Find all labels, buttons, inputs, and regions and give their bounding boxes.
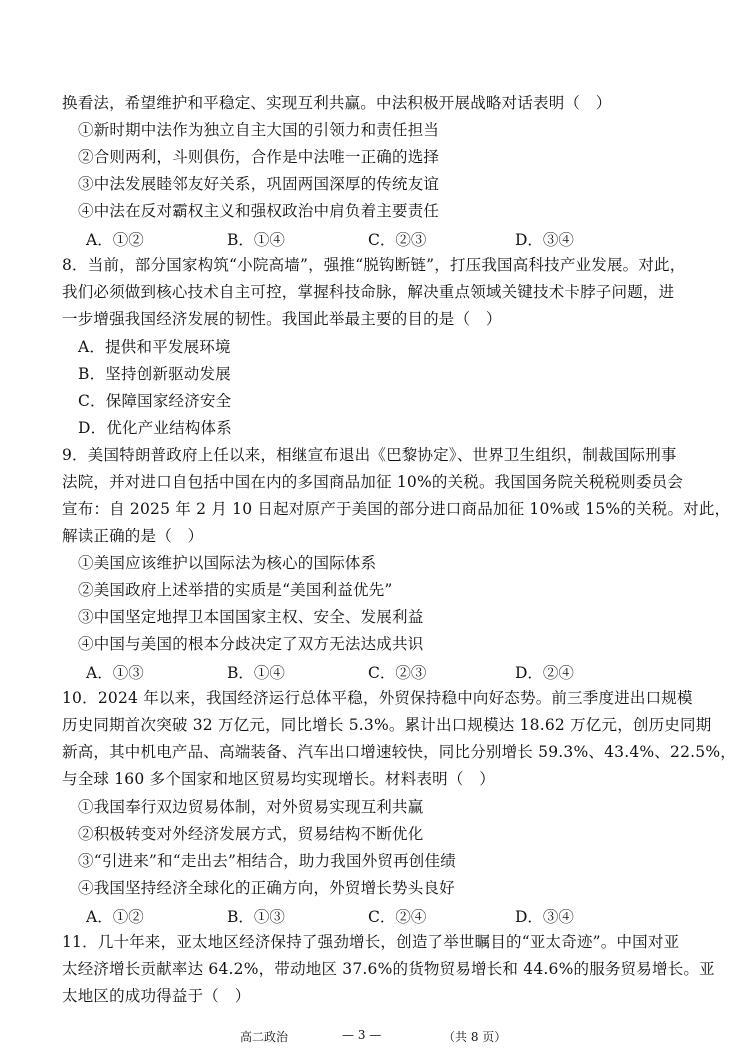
answer-choice: B．①④: [227, 231, 285, 249]
option-line: ④中国与美国的根本分歧决定了双方无法达成共识: [78, 635, 424, 653]
text-line: 换看法，希望维护和平稳定、实现互利共赢。中法积极开展战略对话表明（ ）: [62, 94, 612, 112]
question-11-stem: 11．几十年来，亚太地区经济保持了强劲增长，创造了举世瞩目的“亚太奇迹”。中国对亚: [62, 933, 680, 951]
text-line: 一步增强我国经济发展的韧性。我国此举最主要的目的是（ ）: [62, 310, 502, 328]
option-line: ①美国应该维护以国际法为核心的国际体系: [78, 554, 377, 572]
answer-choice: C．②③: [368, 664, 427, 682]
answer-choice: B．①③: [227, 908, 285, 926]
option-line: C．保障国家经济安全: [78, 392, 232, 410]
answer-choice: A．①②: [86, 908, 144, 926]
answer-choice: C．②③: [368, 231, 427, 249]
answer-choice: D．③④: [515, 231, 574, 249]
footer-subject: 高二政治: [240, 1030, 289, 1044]
question-10-stem: 10．2024 年以来，我国经济运行总体平稳，外贸保持稳中向好态势。前三季度进出口规模: [62, 689, 693, 707]
text-line: 与全球 160 多个国家和地区贸易均实现增长。材料表明（ ）: [62, 770, 495, 788]
answer-choice: B．①④: [227, 664, 285, 682]
text-line: 宣布：自 2025 年 2 月 10 日起对原产于美国的部分进口商品加征 10%或 15%的关税。对此，: [62, 500, 731, 518]
answer-row: [86, 661, 706, 681]
option-line: ③中法发展睦邻友好关系，巩固两国深厚的传统友谊: [78, 175, 440, 193]
text-line: 解读正确的是（ ）: [62, 527, 204, 545]
option-line: ④中法在反对霸权主义和强权政治中肩负着主要责任: [78, 202, 440, 220]
option-line: ①新时期中法作为独立自主大国的引领力和责任担当: [78, 121, 440, 139]
option-line: ②美国政府上述举措的实质是“美国利益优先”: [78, 581, 393, 599]
option-line: ①我国奉行双边贸易体制，对外贸易实现互利共赢: [78, 798, 424, 816]
option-line: B．坚持创新驱动发展: [78, 365, 231, 383]
answer-choice: A．①②: [86, 231, 144, 249]
answer-choice: D．②④: [515, 664, 574, 682]
footer-page-number: — 3 —: [342, 1028, 382, 1042]
option-line: ②合则两利，斗则俱伤，合作是中法唯一正确的选择: [78, 148, 440, 166]
option-line: ③“引进来”和“走出去”相结合，助力我国外贸再创佳绩: [78, 852, 456, 870]
answer-choice: A．①③: [86, 664, 144, 682]
text-line: 法院，并对进口自包括中国在内的多国商品加征 10%的关税。我国国务院关税税则委员会: [62, 473, 684, 491]
text-line: 我们必须做到核心技术自主可控，掌握科技命脉，解决重点领域关键技术卡脖子问题，进: [62, 283, 675, 301]
option-line: ③中国坚定地捍卫本国国家主权、安全、发展利益: [78, 608, 424, 626]
footer-total-pages: （共 8 页）: [443, 1030, 507, 1044]
answer-row: [86, 228, 706, 248]
question-9-stem: 9．美国特朗普政府上任以来，相继宣布退出《巴黎协定》、世界卫生组织，制裁国际刑事: [62, 446, 677, 464]
answer-choice: C．②④: [368, 908, 427, 926]
text-line: 太地区的成功得益于（ ）: [62, 987, 251, 1005]
option-line: ②积极转变对外经济发展方式，贸易结构不断优化: [78, 825, 424, 843]
question-8-stem: 8．当前，部分国家构筑“小院高墙”，强推“脱钩断链”，打压我国高科技产业发展。对此，: [62, 256, 686, 274]
option-line: ④我国坚持经济全球化的正确方向，外贸增长势头良好: [78, 879, 455, 897]
option-line: A．提供和平发展环境: [78, 338, 231, 356]
answer-row: [86, 905, 706, 925]
text-line: 历史同期首次突破 32 万亿元，同比增长 5.3%。累计出口规模达 18.62 万亿元，创历史同期: [62, 716, 712, 734]
answer-choice: D．③④: [515, 908, 574, 926]
option-line: D．优化产业结构体系: [78, 419, 232, 437]
text-line: 太经济增长贡献率达 64.2%，带动地区 37.6%的货物贸易增长和 44.6%的服务贸易增长。亚: [62, 960, 715, 978]
text-line: 新高，其中机电产品、高端装备、汽车出口增速较快，同比分别增长 59.3%、43.4%、22.5%，: [62, 743, 736, 761]
